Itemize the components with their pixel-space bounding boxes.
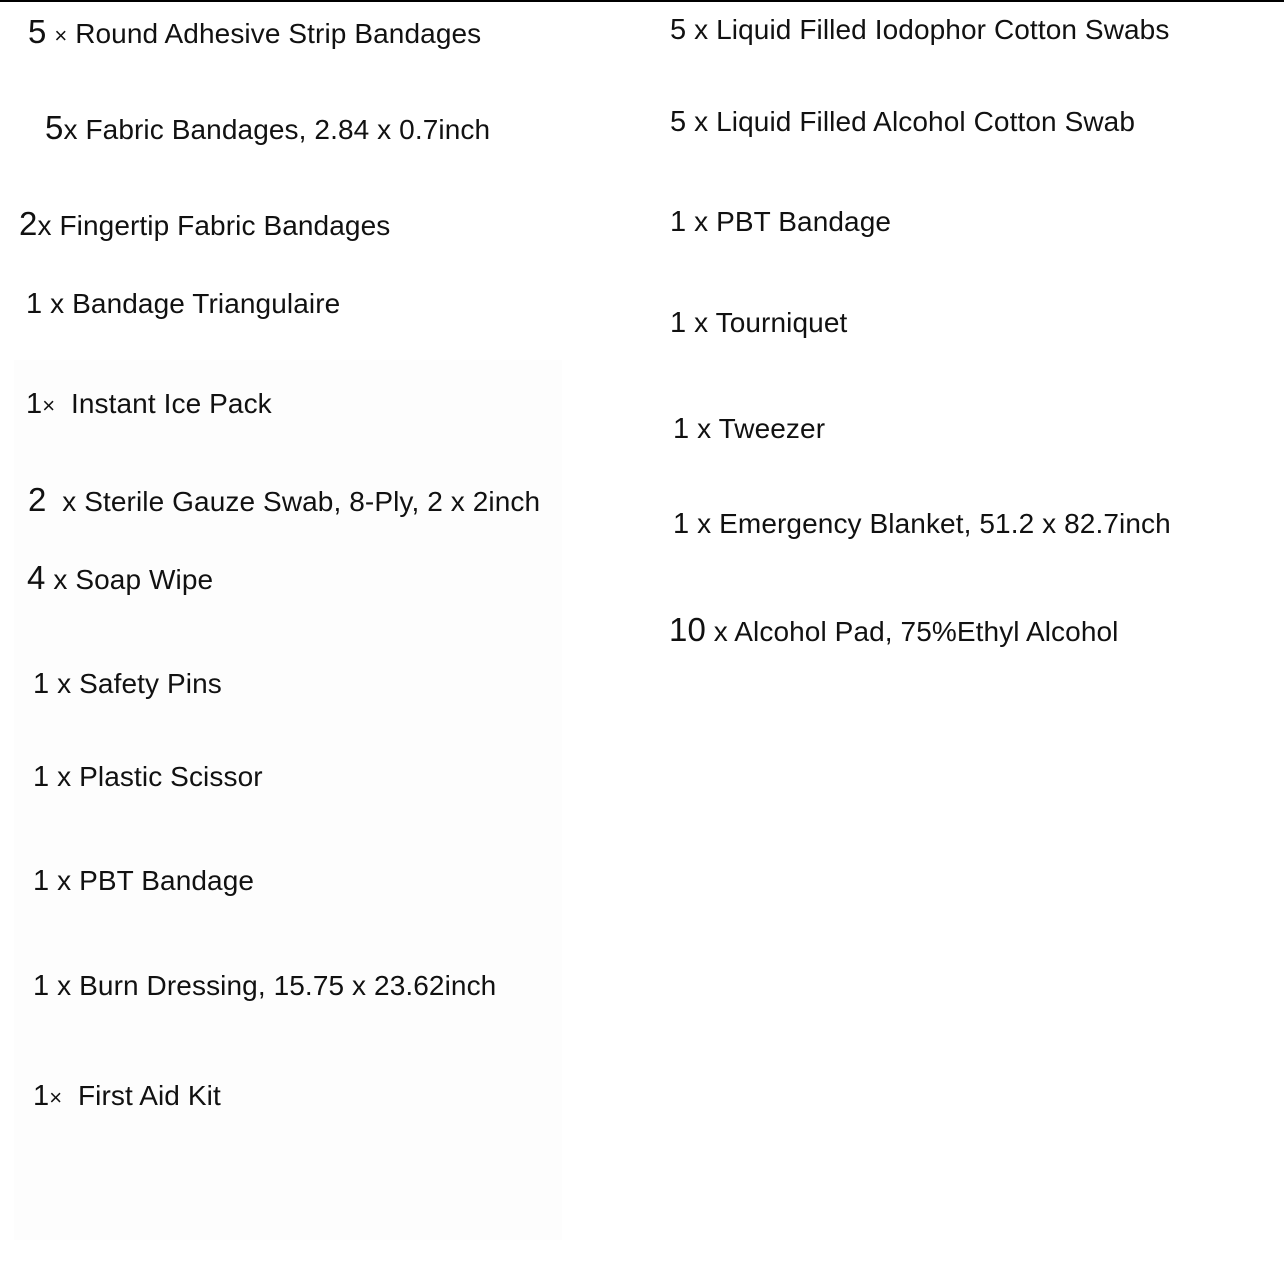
item-quantity: 1: [33, 668, 50, 700]
item-multiplier: x: [694, 14, 709, 45]
list-item: [33, 864, 254, 898]
item-multiplier: x: [57, 970, 72, 1001]
list-item: [28, 483, 540, 519]
item-multiplier: x: [57, 668, 72, 699]
list-item: [670, 13, 1169, 47]
item-multiplier: x: [694, 106, 709, 137]
item-description: Tourniquet: [715, 307, 848, 338]
item-multiplier: x: [57, 865, 72, 896]
item-multiplier: ×: [42, 393, 56, 418]
item-description: Emergency Blanket, 51.2 x 82.7inch: [719, 508, 1171, 539]
list-item: [670, 105, 1135, 139]
list-item: [33, 760, 263, 794]
item-multiplier: x: [57, 761, 72, 792]
item-quantity: 2: [28, 481, 47, 518]
list-item: [27, 561, 213, 597]
item-quantity: 4: [27, 559, 46, 596]
item-quantity: 1: [33, 865, 50, 897]
item-quantity: 1: [33, 970, 50, 1002]
item-description: PBT Bandage: [79, 865, 255, 896]
item-multiplier: x: [53, 564, 68, 595]
list-item: [28, 15, 481, 53]
item-multiplier: x: [697, 413, 712, 444]
top-border-line: [0, 0, 1284, 2]
item-description: Tweezer: [718, 413, 826, 444]
item-multiplier: x: [50, 288, 65, 319]
item-description: Liquid Filled Alcohol Cotton Swab: [716, 106, 1136, 137]
list-item: [26, 287, 340, 321]
item-description: Instant Ice Pack: [70, 388, 272, 419]
list-item: [669, 613, 1119, 649]
item-multiplier: x: [694, 307, 709, 338]
item-multiplier: x: [63, 114, 78, 145]
list-item: [26, 387, 272, 423]
item-multiplier: x: [62, 486, 77, 517]
item-description: Bandage Triangulaire: [72, 288, 341, 319]
item-description: Alcohol Pad, 75%Ethyl Alcohol: [734, 616, 1119, 647]
item-quantity: 1: [33, 1080, 50, 1112]
item-quantity: 5: [670, 14, 687, 46]
item-quantity: 1: [673, 508, 690, 540]
list-item: [33, 667, 222, 701]
item-multiplier: x: [697, 508, 712, 539]
item-quantity: 1: [670, 206, 687, 238]
item-description: Fingertip Fabric Bandages: [59, 210, 391, 241]
item-quantity: 2: [19, 205, 38, 242]
item-quantity: 1: [26, 288, 43, 320]
item-multiplier: ×: [54, 23, 68, 48]
item-multiplier: x: [694, 206, 709, 237]
item-description: Sterile Gauze Swab, 8-Ply, 2 x 2inch: [84, 486, 541, 517]
item-description: First Aid Kit: [77, 1080, 221, 1111]
item-quantity: 5: [670, 106, 687, 138]
list-item: [670, 205, 891, 239]
item-quantity: 1: [33, 761, 50, 793]
list-item: [33, 1079, 221, 1115]
list-item: [670, 306, 847, 340]
item-description: Fabric Bandages, 2.84 x 0.7inch: [85, 114, 491, 145]
item-quantity: 10: [669, 611, 706, 648]
item-multiplier: x: [713, 616, 728, 647]
item-multiplier: ×: [49, 1085, 63, 1110]
item-quantity: 5: [45, 109, 64, 146]
item-description: Round Adhesive Strip Bandages: [75, 18, 482, 49]
item-quantity: 1: [673, 413, 690, 445]
list-item: [673, 412, 825, 446]
item-description: Soap Wipe: [75, 564, 214, 595]
list-item: [19, 207, 390, 243]
list-item: [45, 111, 490, 147]
item-description: Safety Pins: [79, 668, 222, 699]
item-quantity: 1: [670, 307, 687, 339]
item-quantity: 1: [26, 388, 43, 420]
item-description: Plastic Scissor: [79, 761, 263, 792]
item-description: PBT Bandage: [716, 206, 892, 237]
list-item: [673, 507, 1171, 541]
item-description: Burn Dressing, 15.75 x 23.62inch: [79, 970, 497, 1001]
item-description: Liquid Filled Iodophor Cotton Swabs: [716, 14, 1170, 45]
item-quantity: 5: [28, 13, 47, 50]
item-multiplier: x: [37, 210, 52, 241]
list-item: [33, 969, 496, 1003]
